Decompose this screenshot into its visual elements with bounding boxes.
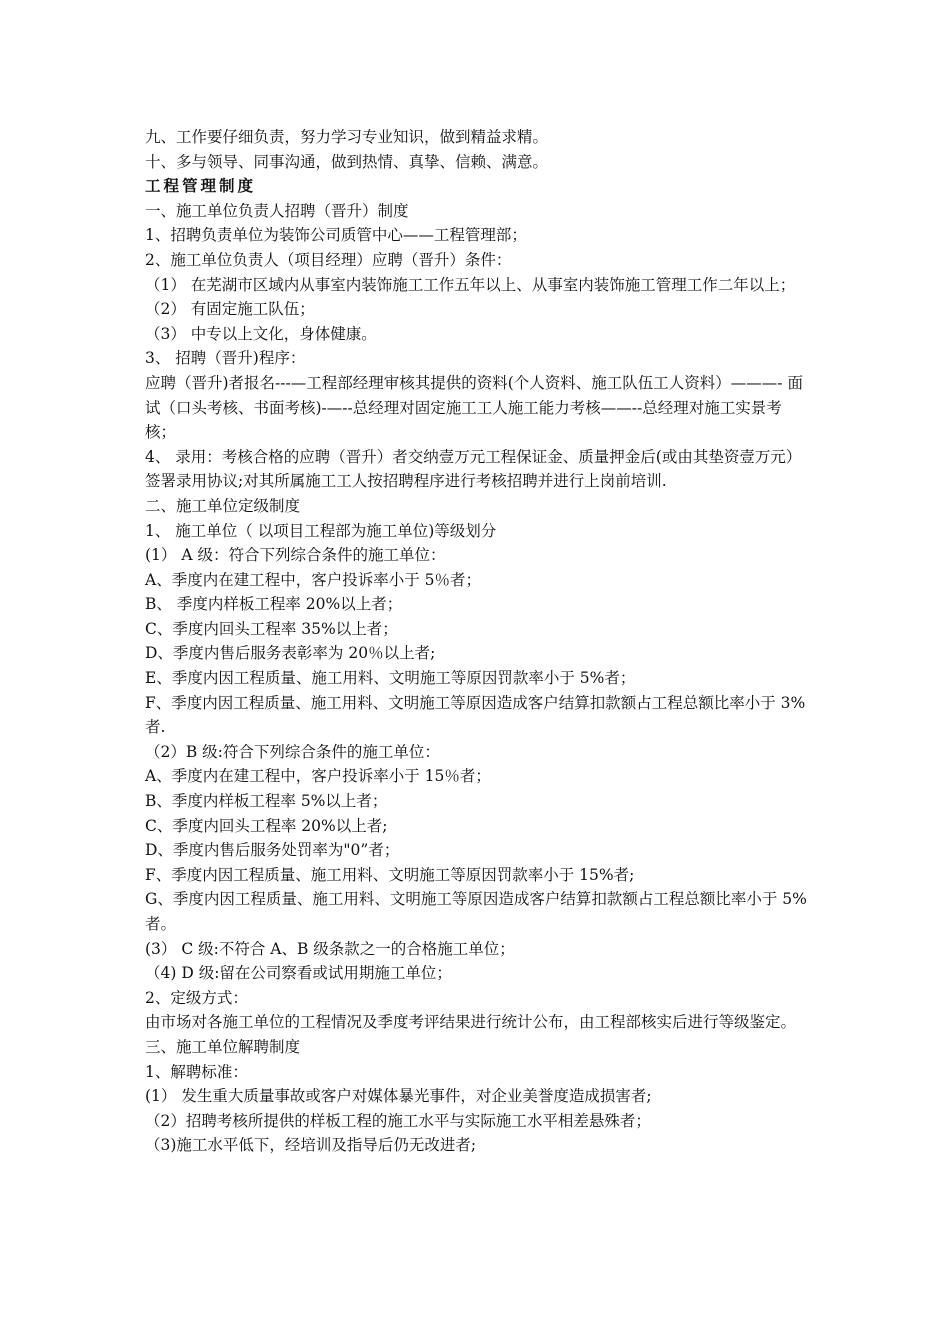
text-line: D、季度内售后服务表彰率为 20％以上者; — [145, 644, 436, 663]
text-line: 应聘（晋升)者报名---—工程部经理审核其提供的资料(个人资料、施工队伍工人资料）———- 面试（口头考核、书面考核)-—--总经理对固定施工工人施工能力考核——--总经理对施工实景考核； — [145, 373, 803, 442]
text-line: 九、工作要仔细负责，努力学习专业知识，做到精益求精。 — [145, 128, 549, 146]
section-heading: 工程管理制度 — [145, 177, 257, 196]
text-line: (1） 发生重大质量事故或客户对媒体暴光事件，对企业美誉度造成损害者; — [145, 1087, 652, 1106]
text-line: (1） A 级：符合下列综合条件的施工单位： — [145, 546, 446, 565]
text-line: 3、 招聘（晋升)程序： — [145, 349, 306, 368]
text-line: G、季度内因工程质量、施工用料、文明施工等原因造成客户结算扣款额占工程总额比率小于 5%者。 — [145, 890, 807, 933]
text-line: （2）B 级:符合下列综合条件的施工单位： — [145, 742, 440, 761]
text-line: C、季度内回头工程率 35%以上者； — [145, 619, 398, 638]
text-line: 一、施工单位负责人招聘（晋升）制度 — [145, 201, 409, 220]
text-line: B、季度内样板工程率 5%以上者； — [145, 792, 388, 811]
text-line: A、季度内在建工程中，客户投诉率小于 5％者； — [145, 570, 481, 589]
text-line: （2）招聘考核所提供的样板工程的施工水平与实际施工水平相差悬殊者； — [145, 1111, 651, 1130]
text-line: （1） 在芜湖市区域内从事室内装饰施工工作五年以上、从事室内装饰施工管理工作二年以上； — [145, 275, 796, 294]
text-line: E、季度内因工程质量、施工用料、文明施工等原因罚款率小于 5%者； — [145, 669, 636, 688]
text-line: C、季度内回头工程率 20%以上者; — [145, 816, 388, 835]
text-line: 三、施工单位解聘制度 — [145, 1037, 301, 1056]
text-line: 二、施工单位定级制度 — [145, 496, 301, 515]
text-line: 1、招聘负责单位为装饰公司质管中心——工程管理部； — [145, 226, 527, 245]
text-line: 4、 录用：考核合格的应聘（晋升）者交纳壹万元工程保证金、质量押金后(或由其垫资壹万元）签署录用协议;对其所属施工工人按招聘程序进行考核招聘并进行上岗前培训. — [145, 447, 802, 491]
text-line: (3） C 级:不符合 A、B 级条款之一的合格施工单位； — [145, 939, 515, 958]
text-line: 十、多与领导、同事沟通，做到热情、真挚、信赖、满意。 — [145, 152, 549, 171]
text-line: （3） 中专以上文化，身体健康。 — [145, 324, 377, 343]
text-line: 1、 施工单位（ 以项目工程部为施工单位)等级划分 — [145, 521, 497, 540]
document-body — [145, 125, 810, 1158]
text-line: （3)施工水平低下，经培训及指导后仍无改进者; — [145, 1136, 477, 1155]
text-line: 2、施工单位负责人（项目经理）应聘（晋升）条件： — [145, 250, 512, 269]
text-line: （4) D 级:留在公司察看或试用期施工单位； — [145, 964, 452, 983]
text-line: 由市场对各施工单位的工程情况及季度考评结果进行统计公布，由工程部核实后进行等级鉴定。 — [145, 1013, 797, 1032]
text-line: B、 季度内样板工程率 20%以上者； — [145, 595, 403, 614]
text-line: 2、定级方式： — [145, 988, 248, 1007]
text-line: F、季度内因工程质量、施工用料、文明施工等原因造成客户结算扣款额占工程总额比率小于 3%者. — [145, 693, 806, 737]
text-line: （2） 有固定施工队伍； — [145, 300, 315, 319]
text-line: F、季度内因工程质量、施工用料、文明施工等原因罚款率小于 15%者; — [145, 865, 635, 884]
text-line: D、季度内售后服务处罚率为"0”者； — [145, 841, 400, 860]
text-line: 1、解聘标准： — [145, 1062, 248, 1081]
text-line: A、季度内在建工程中，客户投诉率小于 15％者； — [145, 767, 491, 786]
